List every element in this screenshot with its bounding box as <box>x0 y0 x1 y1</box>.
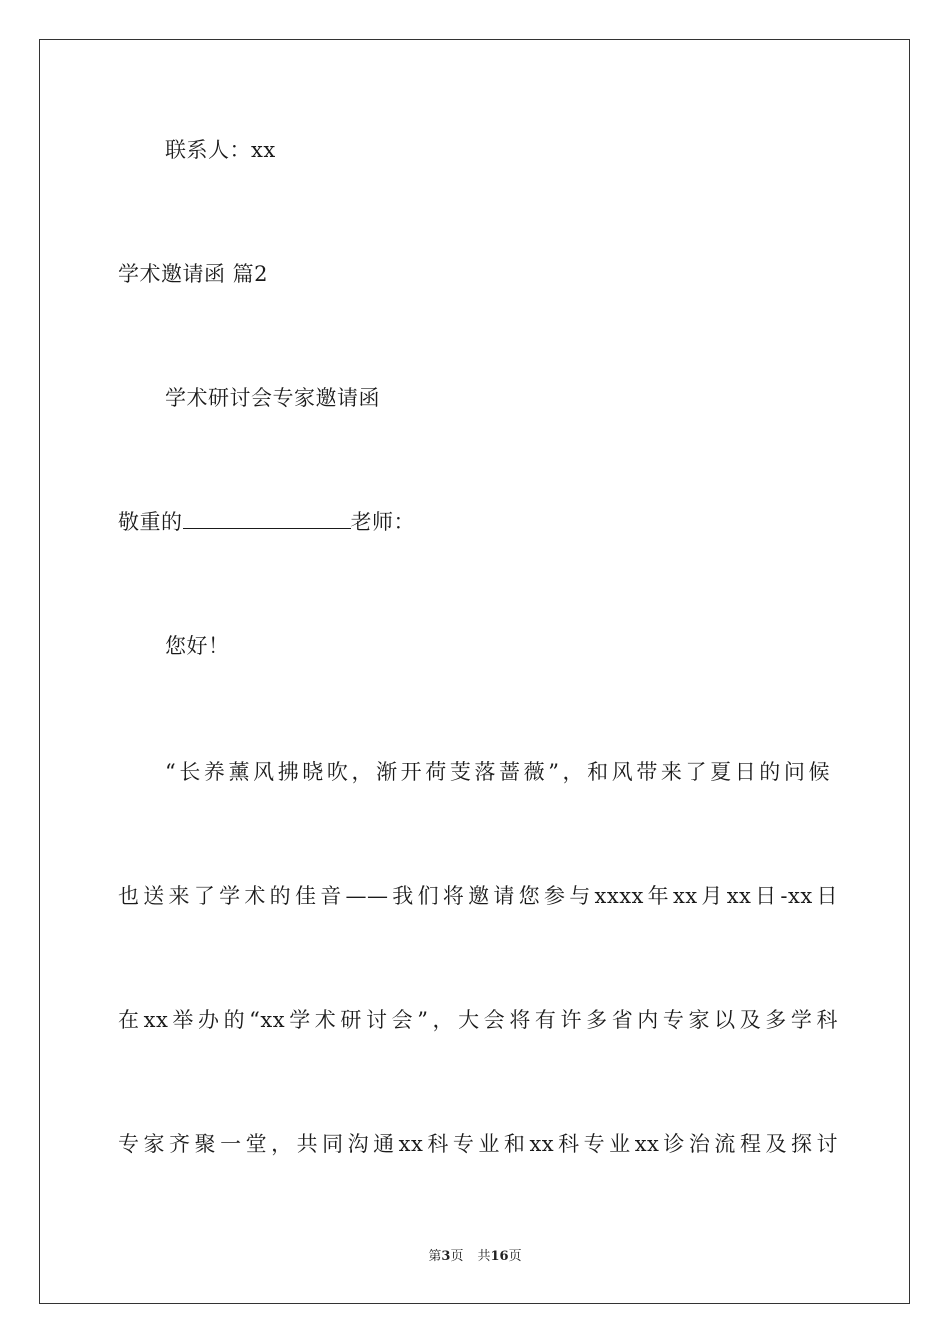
paragraph-line-1: “长养薰风拂晓吹，渐开荷芰落蔷薇”，和风带来了夏日的问候 <box>165 760 830 784</box>
total-label-prefix: 共 <box>477 1249 491 1264</box>
section-heading: 学术邀请函 篇2 <box>118 262 269 286</box>
name-blank-underline <box>183 508 351 529</box>
current-page-number: 3 <box>441 1249 451 1264</box>
total-page-number: 16 <box>490 1249 509 1264</box>
page-border <box>39 39 910 1304</box>
page-label-prefix: 第 <box>428 1249 442 1264</box>
contact-line: 联系人：xx <box>165 138 276 162</box>
letter-title: 学术研讨会专家邀请函 <box>165 386 380 410</box>
hello-line: 您好！ <box>165 634 230 658</box>
greeting-line <box>118 507 838 537</box>
greeting-prefix: 敬重的 <box>118 510 183 534</box>
paragraph-line-2: 也送来了学术的佳音——我们将邀请您参与xxxx年xx月xx日-xx日 <box>118 884 838 908</box>
page-label-suffix: 页 <box>450 1249 464 1264</box>
total-label-suffix: 页 <box>508 1249 522 1264</box>
page-footer <box>0 1248 950 1266</box>
paragraph-line-4: 专家齐聚一堂，共同沟通xx科专业和xx科专业xx诊治流程及探讨 <box>118 1132 838 1156</box>
greeting-suffix: 老师： <box>350 510 415 534</box>
paragraph-line-3: 在xx举办的“xx学术研讨会”，大会将有许多省内专家以及多学科 <box>118 1008 838 1032</box>
